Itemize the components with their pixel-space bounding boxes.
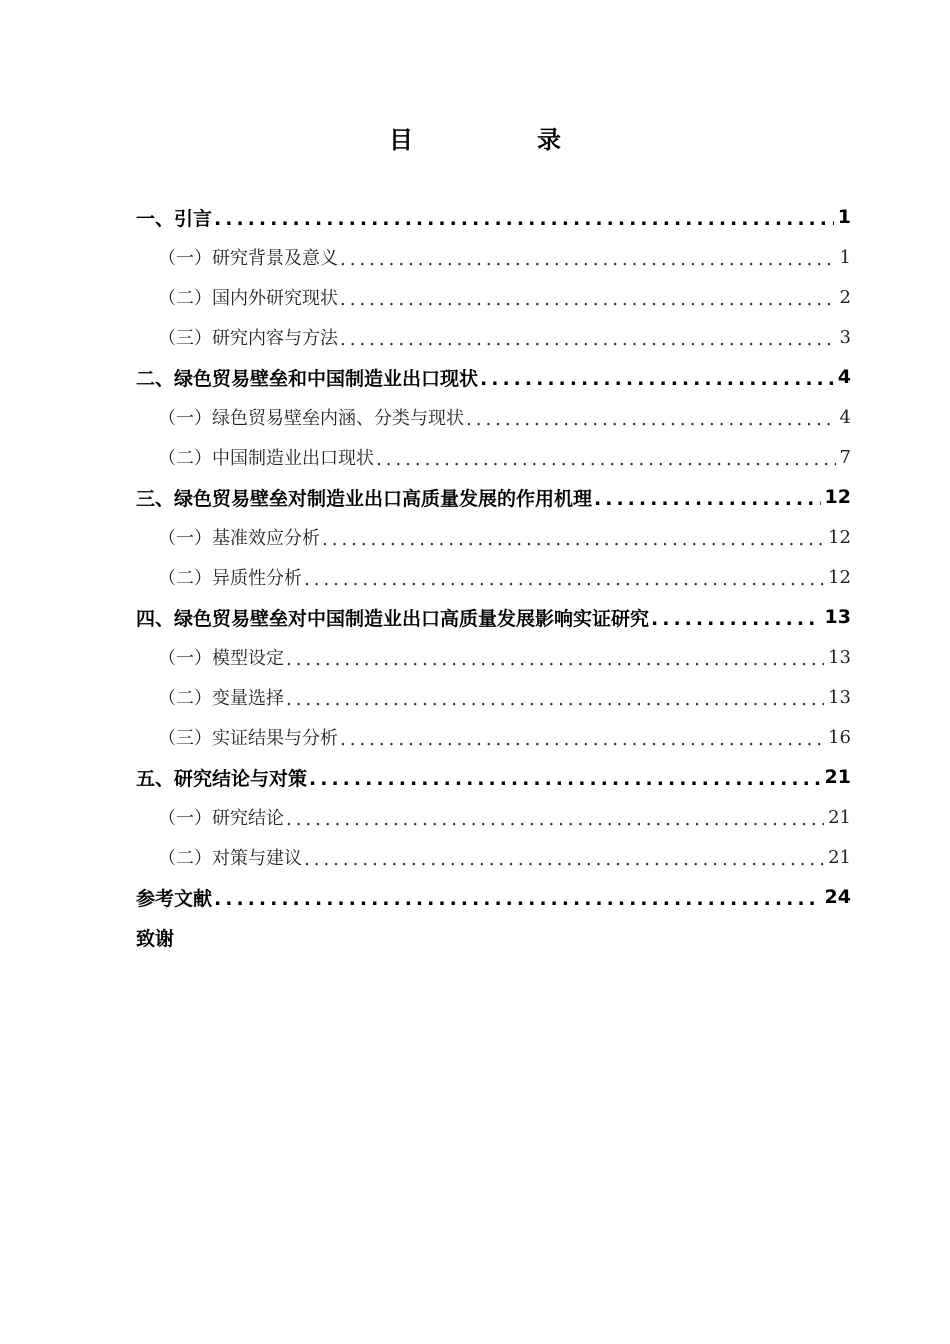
dot-leader [651,610,821,637]
dot-leader [340,331,836,357]
toc-entry-text: （二）国内外研究现状 [158,288,338,309]
toc-entry-page: 12 [828,526,851,548]
toc-entry-page: 12 [824,486,851,508]
toc-entry[interactable] [136,717,851,757]
toc-entry[interactable] [136,517,851,557]
toc-entry-page: 21 [828,846,851,868]
table-of-contents [136,197,851,957]
toc-entry[interactable] [136,437,851,477]
toc-entry-text: （二）对策与建议 [158,848,302,869]
toc-entry-text: 四、绿色贸易壁垒对中国制造业出口高质量发展影响实证研究 [136,607,650,630]
dot-leader [340,731,824,757]
dot-leader [286,811,824,837]
dot-leader [214,890,821,917]
toc-entry-page: 13 [828,646,851,668]
toc-entry-text: （一）研究结论 [158,808,284,829]
toc-entry[interactable] [136,397,851,437]
toc-entry[interactable] [136,917,851,957]
dot-leader [214,210,834,237]
toc-entry-text: （一）研究背景及意义 [158,248,338,269]
toc-entry-page: 12 [828,566,851,588]
toc-entry-page: 13 [828,686,851,708]
toc-entry-text: （三）研究内容与方法 [158,328,338,349]
toc-entry-text: （三）实证结果与分析 [158,728,338,749]
toc-entry-text: （二）变量选择 [158,688,284,709]
toc-entry[interactable] [136,317,851,357]
toc-entry-text: （一）基准效应分析 [158,528,320,549]
dot-leader [309,770,821,797]
toc-entry-page: 16 [828,726,851,748]
toc-entry-page: 4 [837,366,851,388]
toc-entry-page: 4 [839,406,851,428]
toc-entry-text: 二、绿色贸易壁垒和中国制造业出口现状 [136,367,479,390]
toc-entry-page: 2 [839,286,851,308]
toc-entry-text: 一、引言 [136,207,213,230]
dot-leader [286,651,824,677]
toc-entry-text: 参考文献 [136,887,213,910]
dot-leader [304,571,824,597]
dot-leader [322,531,824,557]
toc-entry[interactable] [136,477,851,517]
toc-entry-text: 致谢 [136,927,175,950]
toc-entry-text: （一）绿色贸易壁垒内涵、分类与现状 [158,408,464,429]
toc-entry-page: 21 [824,766,851,788]
toc-entry[interactable] [136,277,851,317]
dot-leader [594,490,821,517]
toc-entry[interactable] [136,757,851,797]
toc-entry-page: 7 [839,446,851,468]
dot-leader [286,691,824,717]
dot-leader [376,451,836,477]
toc-entry-text: （二）异质性分析 [158,568,302,589]
toc-entry-text: 五、研究结论与对策 [136,767,308,790]
toc-entry-page: 1 [839,246,851,268]
dot-leader [340,291,836,317]
toc-entry-page: 3 [839,326,851,348]
toc-entry[interactable] [136,237,851,277]
toc-entry-text: （二）中国制造业出口现状 [158,448,374,469]
toc-title: 目 录 [389,126,611,154]
toc-entry[interactable] [136,197,851,237]
toc-entry-page: 1 [837,206,851,228]
toc-entry[interactable] [136,797,851,837]
toc-entry[interactable] [136,837,851,877]
toc-entry[interactable] [136,357,851,397]
toc-entry[interactable] [136,877,851,917]
toc-entry-text: 三、绿色贸易壁垒对制造业出口高质量发展的作用机理 [136,487,593,510]
toc-entry-page: 21 [828,806,851,828]
toc-entry[interactable] [136,637,851,677]
toc-entry[interactable] [136,597,851,637]
toc-entry[interactable] [136,677,851,717]
dot-leader [304,851,824,877]
toc-entry-text: （一）模型设定 [158,648,284,669]
toc-entry[interactable] [136,557,851,597]
dot-leader [480,370,834,397]
dot-leader [340,251,836,277]
dot-leader [466,411,836,437]
toc-entry-page: 13 [824,606,851,628]
toc-entry-page: 24 [824,886,851,908]
